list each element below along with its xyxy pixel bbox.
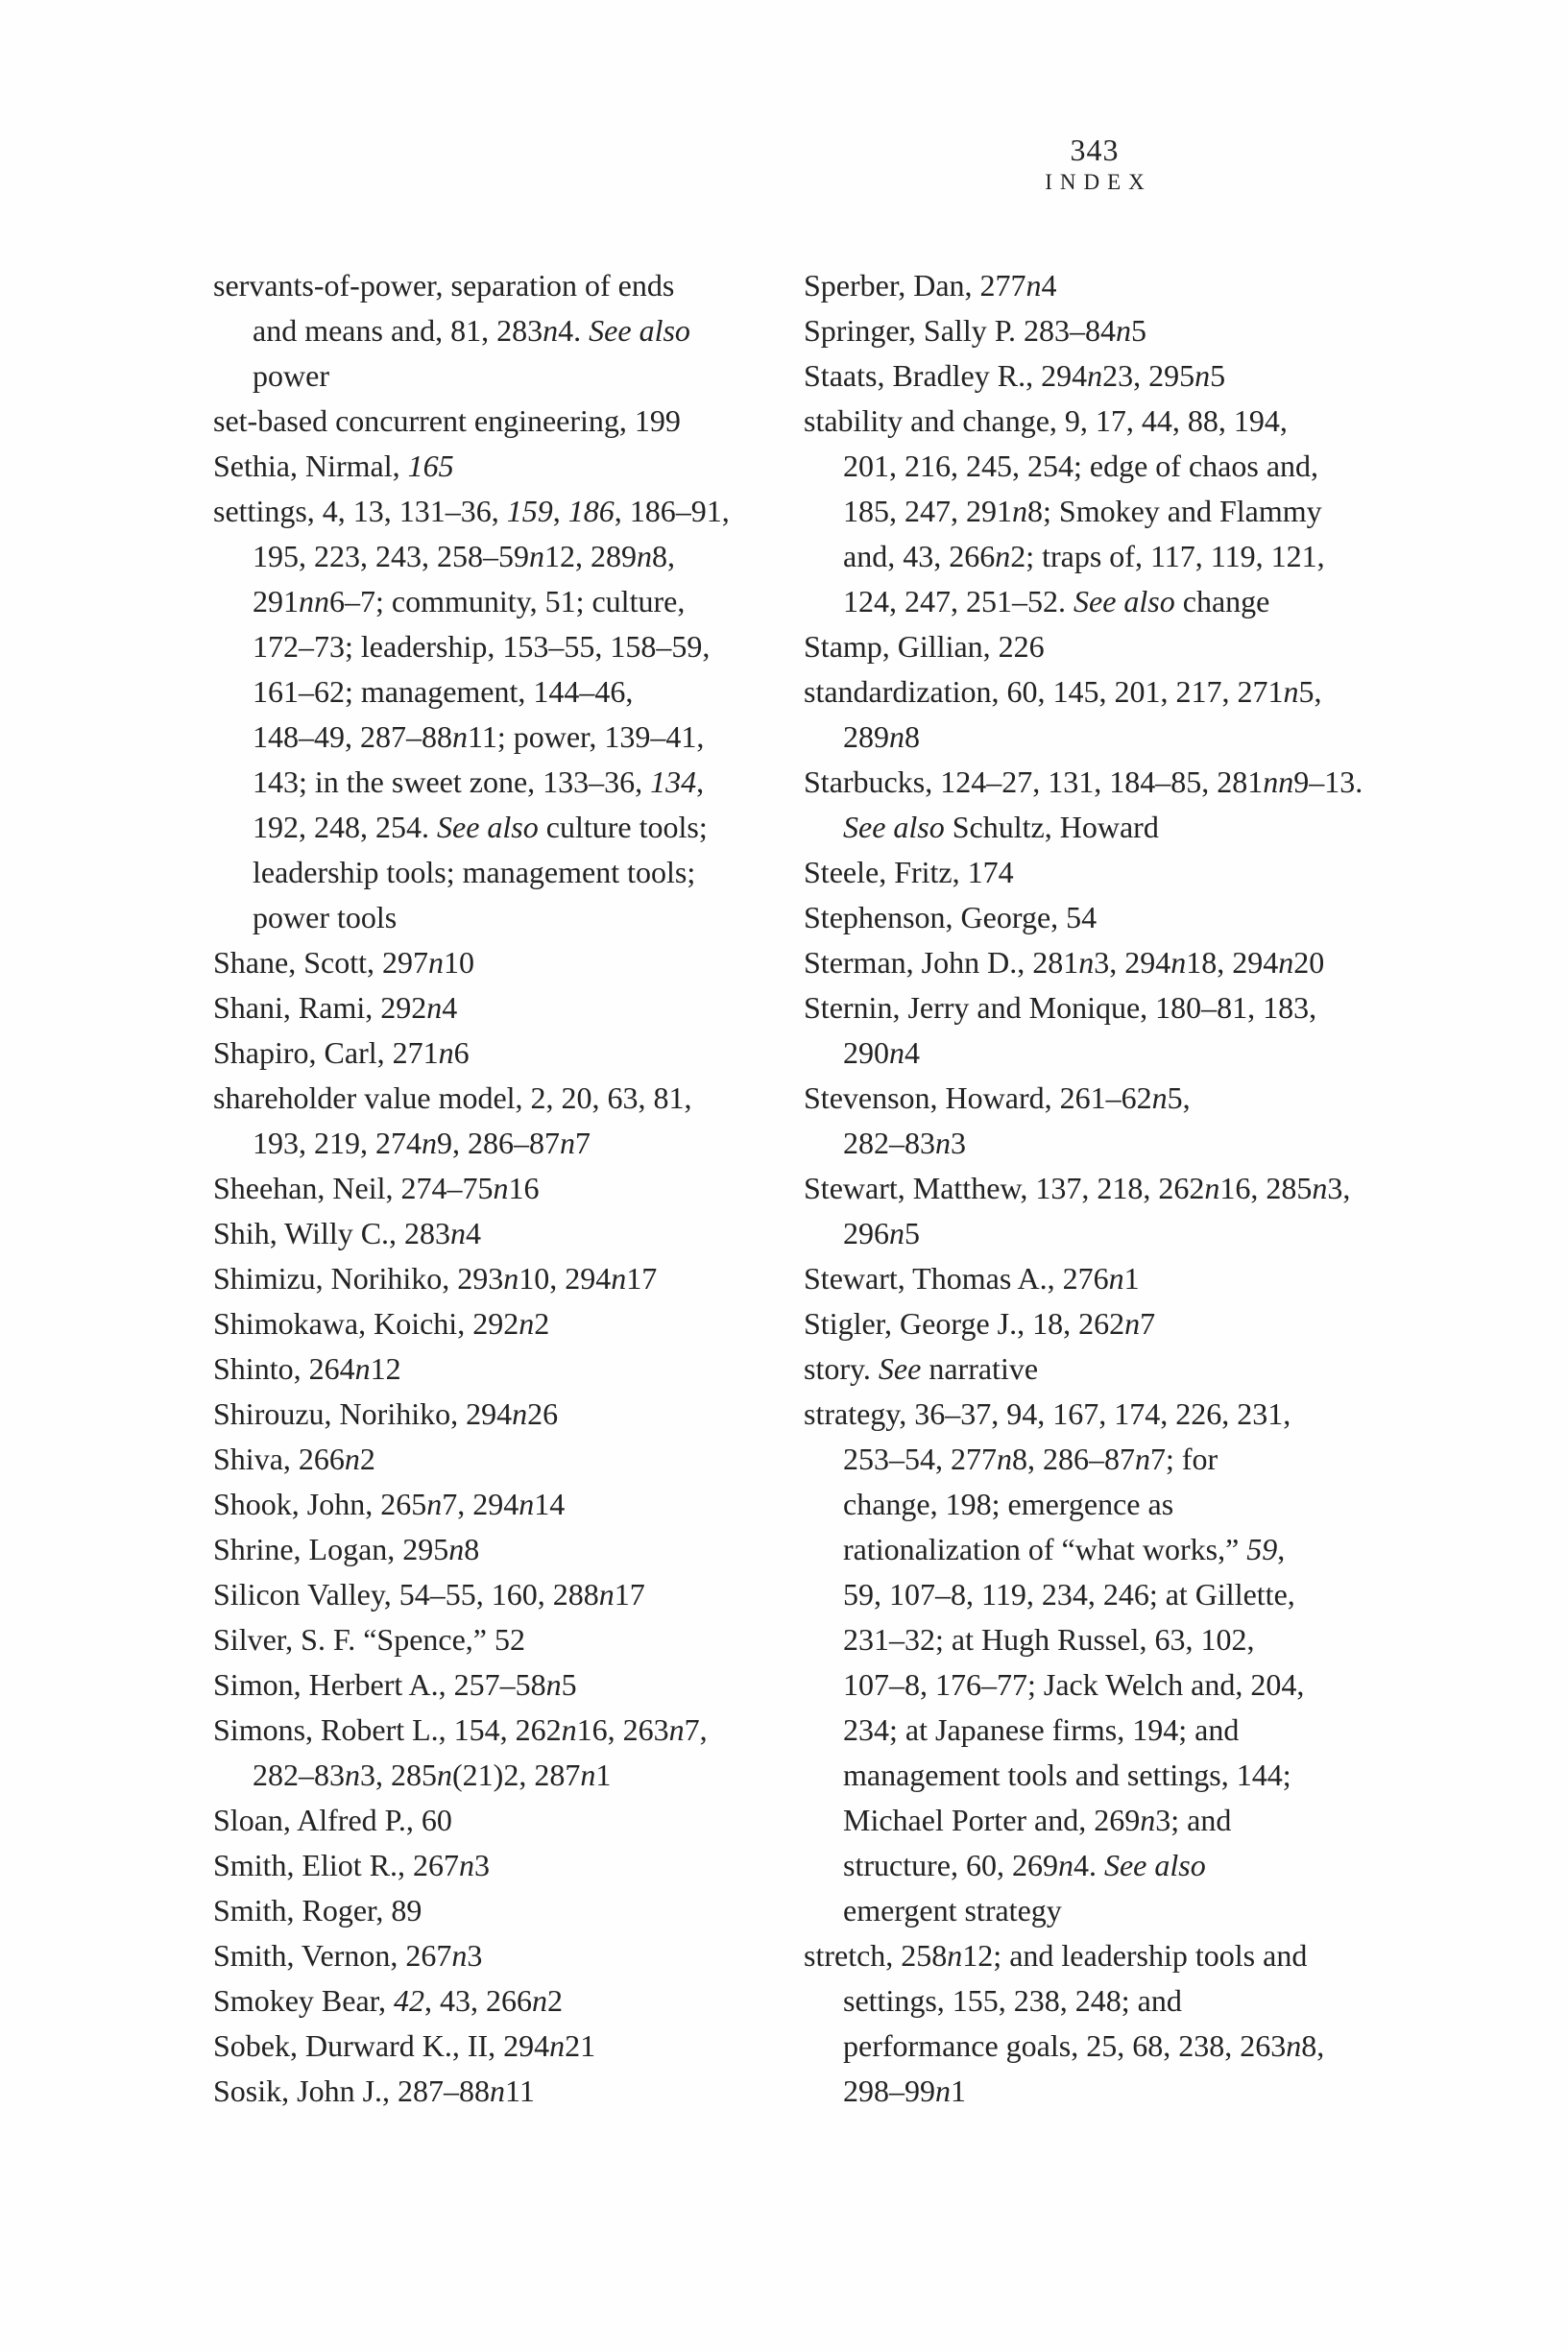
index-line: Staats, Bradley R., 294n23, 295n5 bbox=[804, 358, 1226, 393]
index-line: performance goals, 25, 68, 238, 263n8, bbox=[843, 2028, 1325, 2063]
index-line: structure, 60, 269n4. See also bbox=[843, 1848, 1206, 1882]
index-line: power bbox=[253, 358, 329, 393]
index-line: 282–83n3 bbox=[843, 1126, 966, 1160]
index-line: 298–99n1 bbox=[843, 2073, 966, 2108]
index-line: Smith, Vernon, 267n3 bbox=[213, 1938, 483, 1973]
index-line: Stewart, Thomas A., 276n1 bbox=[804, 1261, 1140, 1296]
index-column-right bbox=[804, 263, 1361, 2114]
index-line: set-based concurrent engineering, 199 bbox=[213, 403, 681, 438]
index-line: 253–54, 277n8, 286–87n7; for bbox=[843, 1442, 1218, 1476]
index-line: Simon, Herbert A., 257–58n5 bbox=[213, 1667, 577, 1702]
index-line: Smith, Eliot R., 267n3 bbox=[213, 1848, 491, 1882]
index-line: 282–83n3, 285n(21)2, 287n1 bbox=[253, 1758, 612, 1792]
page-number: 343 bbox=[1070, 133, 1120, 167]
index-line: Stamp, Gillian, 226 bbox=[804, 629, 1045, 664]
index-line: 124, 247, 251–52. See also change bbox=[843, 584, 1270, 618]
running-head-index: INDEX bbox=[1045, 170, 1152, 194]
index-line: Sobek, Durward K., II, 294n21 bbox=[213, 2028, 596, 2063]
index-line: Stigler, George J., 18, 262n7 bbox=[804, 1306, 1156, 1341]
index-line: Sternin, Jerry and Monique, 180–81, 183, bbox=[804, 990, 1317, 1025]
index-line: 185, 247, 291n8; Smokey and Flammy bbox=[843, 494, 1322, 528]
index-line: 234; at Japanese firms, 194; and bbox=[843, 1712, 1240, 1747]
index-line: leadership tools; management tools; bbox=[253, 855, 696, 889]
index-line: Stewart, Matthew, 137, 218, 262n16, 285n3, bbox=[804, 1171, 1351, 1205]
index-line: 193, 219, 274n9, 286–87n7 bbox=[253, 1126, 591, 1160]
index-line: Sosik, John J., 287–88n11 bbox=[213, 2073, 535, 2108]
index-line: 290n4 bbox=[843, 1035, 920, 1070]
index-line: 289n8 bbox=[843, 719, 920, 754]
index-line: Shook, John, 265n7, 294n14 bbox=[213, 1487, 566, 1521]
index-line: standardization, 60, 145, 201, 217, 271n5, bbox=[804, 674, 1322, 709]
index-line: emergent strategy bbox=[843, 1893, 1062, 1928]
index-line: stability and change, 9, 17, 44, 88, 194, bbox=[804, 403, 1288, 438]
index-line: Shrine, Logan, 295n8 bbox=[213, 1532, 480, 1566]
index-line: Sheehan, Neil, 274–75n16 bbox=[213, 1171, 540, 1205]
index-line: 59, 107–8, 119, 234, 246; at Gillette, bbox=[843, 1577, 1295, 1612]
index-line: Michael Porter and, 269n3; and bbox=[843, 1803, 1232, 1837]
index-line: 291nn6–7; community, 51; culture, bbox=[253, 584, 686, 618]
index-line: strategy, 36–37, 94, 167, 174, 226, 231, bbox=[804, 1396, 1291, 1431]
index-line: 143; in the sweet zone, 133–36, 134, bbox=[253, 764, 705, 799]
index-line: Shapiro, Carl, 271n6 bbox=[213, 1035, 470, 1070]
index-line: shareholder value model, 2, 20, 63, 81, bbox=[213, 1080, 692, 1115]
index-line: 231–32; at Hugh Russel, 63, 102, bbox=[843, 1622, 1255, 1657]
index-line: 107–8, 176–77; Jack Welch and, 204, bbox=[843, 1667, 1305, 1702]
index-line: 195, 223, 243, 258–59n12, 289n8, bbox=[253, 539, 675, 573]
index-line: Sloan, Alfred P., 60 bbox=[213, 1803, 452, 1837]
index-line: Stephenson, George, 54 bbox=[804, 900, 1098, 934]
index-line: Shinto, 264n12 bbox=[213, 1351, 401, 1386]
index-line: 201, 216, 245, 254; edge of chaos and, bbox=[843, 449, 1319, 483]
index-line: 192, 248, 254. See also culture tools; bbox=[253, 810, 708, 844]
index-line: change, 198; emergence as bbox=[843, 1487, 1174, 1521]
index-column-left bbox=[213, 263, 770, 2114]
index-line: Simons, Robert L., 154, 262n16, 263n7, bbox=[213, 1712, 708, 1747]
index-line: Silicon Valley, 54–55, 160, 288n17 bbox=[213, 1577, 645, 1612]
index-line: Sperber, Dan, 277n4 bbox=[804, 268, 1057, 303]
page-header bbox=[927, 133, 1263, 196]
index-line: Shani, Rami, 292n4 bbox=[213, 990, 458, 1025]
index-line: rationalization of “what works,” 59, bbox=[843, 1532, 1286, 1566]
index-line: servants-of-power, separation of ends bbox=[213, 268, 675, 303]
index-line: settings, 155, 238, 248; and bbox=[843, 1983, 1182, 2018]
index-line: Shiva, 266n2 bbox=[213, 1442, 375, 1476]
index-line: Starbucks, 124–27, 131, 184–85, 281nn9–13. bbox=[804, 764, 1363, 799]
index-line: Shih, Willy C., 283n4 bbox=[213, 1216, 482, 1250]
index-line: See also Schultz, Howard bbox=[843, 810, 1159, 844]
index-line: Shimokawa, Koichi, 292n2 bbox=[213, 1306, 550, 1341]
index-line: Steele, Fritz, 174 bbox=[804, 855, 1014, 889]
index-line: story. See narrative bbox=[804, 1351, 1039, 1386]
index-line: power tools bbox=[253, 900, 398, 934]
index-line: 172–73; leadership, 153–55, 158–59, bbox=[253, 629, 711, 664]
index-line: management tools and settings, 144; bbox=[843, 1758, 1291, 1792]
index-line: Springer, Sally P. 283–84n5 bbox=[804, 313, 1146, 348]
index-line: Shimizu, Norihiko, 293n10, 294n17 bbox=[213, 1261, 658, 1296]
index-line: Sethia, Nirmal, 165 bbox=[213, 449, 454, 483]
index-line: 296n5 bbox=[843, 1216, 920, 1250]
index-line: Shane, Scott, 297n10 bbox=[213, 945, 474, 980]
index-line: and, 43, 266n2; traps of, 117, 119, 121, bbox=[843, 539, 1325, 573]
index-line: and means and, 81, 283n4. See also bbox=[253, 313, 690, 348]
index-line: stretch, 258n12; and leadership tools and bbox=[804, 1938, 1308, 1973]
index-line: Sterman, John D., 281n3, 294n18, 294n20 bbox=[804, 945, 1325, 980]
index-line: 148–49, 287–88n11; power, 139–41, bbox=[253, 719, 705, 754]
index-line: settings, 4, 13, 131–36, 159, 186, 186–91, bbox=[213, 494, 730, 528]
index-line: Shirouzu, Norihiko, 294n26 bbox=[213, 1396, 559, 1431]
index-line: 161–62; management, 144–46, bbox=[253, 674, 634, 709]
index-line: Silver, S. F. “Spence,” 52 bbox=[213, 1622, 525, 1657]
index-line: Smith, Roger, 89 bbox=[213, 1893, 422, 1928]
index-line: Smokey Bear, 42, 43, 266n2 bbox=[213, 1983, 564, 2018]
index-line: Stevenson, Howard, 261–62n5, bbox=[804, 1080, 1191, 1115]
